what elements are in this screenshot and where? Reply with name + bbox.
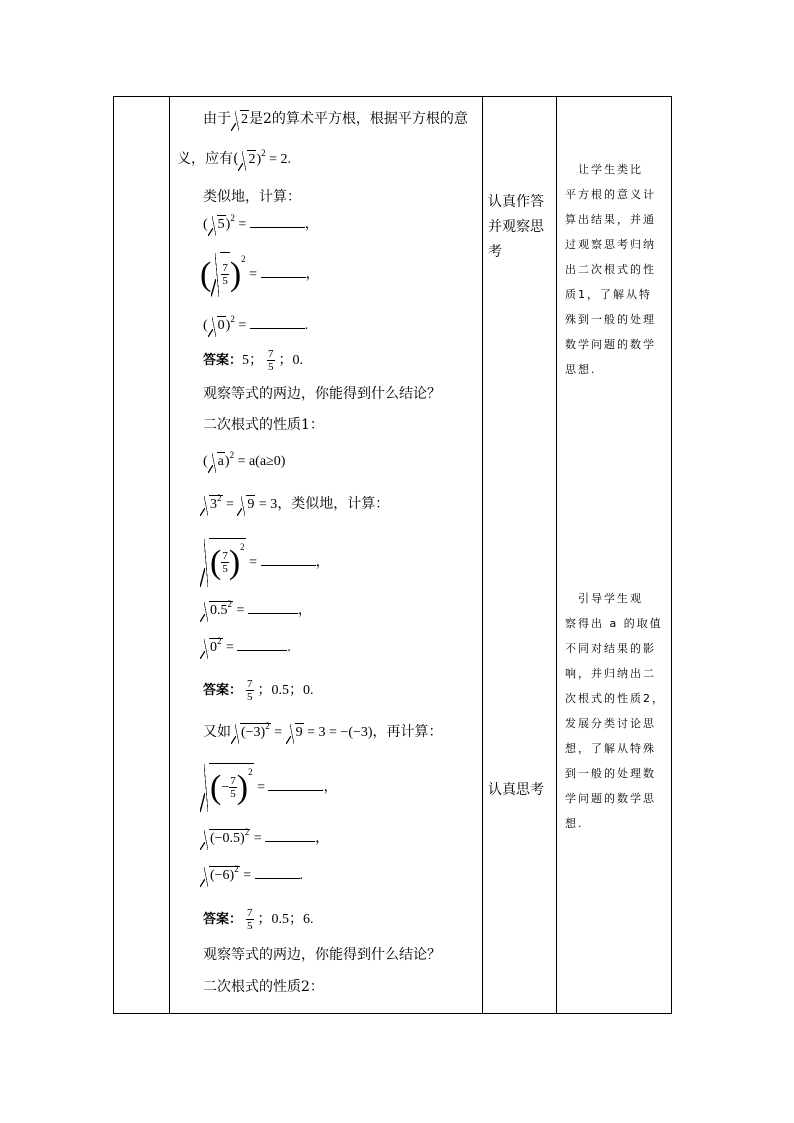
- answer-blank[interactable]: [261, 553, 316, 566]
- text-line: 由于 2是2的算术平方根，根据平方根的意: [203, 111, 468, 127]
- column-divider: [556, 97, 557, 1013]
- text-line: 观察等式的两边，你能得到什么结论？: [203, 386, 441, 402]
- exercise-6: $0^2$ = .: [210, 636, 291, 655]
- text-line: 类似地，计算：: [203, 189, 301, 205]
- answer-blank[interactable]: [261, 265, 306, 278]
- exercise-3: ( 0)$^2$ = .: [203, 314, 309, 333]
- property-1: ( a)$^2$ = a(a≥0): [203, 450, 286, 469]
- text-line: 又如 $(-3)^2 = 9 = 3 = -(-3)$，再计算：: [203, 721, 443, 740]
- answer-blank[interactable]: [255, 866, 300, 879]
- exercise-7: (− $\frac{7}{5}$ )$^2$ = ，: [200, 763, 337, 811]
- exercise-4: ( $\frac{7}{5}$ )$^2$ = ，: [200, 538, 330, 586]
- student-activity-1: 认真作答 并观察思 考: [488, 194, 544, 260]
- text-line: 二次根式的性质2：: [203, 979, 324, 995]
- column-divider: [169, 97, 170, 1013]
- exercise-1: ( 5)$^2$ = ，: [203, 213, 319, 232]
- exercise-9: $(-6)^2$ = .: [210, 864, 304, 883]
- exercise-2: ( $\frac{7}{5}$ )$^2$ = ，: [200, 252, 320, 296]
- column-divider: [482, 97, 483, 1013]
- exercise-5: $0.5^2$ = ，: [210, 599, 312, 618]
- answer-blank[interactable]: [250, 316, 305, 329]
- answer-blank[interactable]: [250, 215, 305, 228]
- answer-line-1: 答案：5； $\frac{7}{5}$ ；0.: [203, 347, 304, 373]
- exercise-8: $(-0.5)^2$ = ，: [210, 827, 330, 846]
- text-line: 二次根式的性质1：: [203, 417, 324, 433]
- answer-line-3: 答案： $\frac{7}{5}$ ；0.5；6.: [203, 906, 314, 932]
- answer-blank[interactable]: [268, 778, 323, 791]
- answer-line-2: 答案： $\frac{7}{5}$ ；0.5；0.: [203, 677, 314, 703]
- design-note-1: 让学生类比 平方根的意义计 算出结果，并通 过观察思考归纳 出二次根式的性 质1，了解从特 殊到一般的处理 数学问题的数学 思想.: [565, 163, 656, 376]
- student-activity-2: 认真思考: [488, 782, 544, 798]
- text-line: 观察等式的两边，你能得到什么结论？: [203, 947, 441, 963]
- answer-blank[interactable]: [237, 638, 287, 651]
- design-note-2: 引导学生观 察得出 a 的取值 不同对结果的影 响，并归纳出二 次根式的性质2， 发展分类讨论思 想，了解从特殊 到一般的处理数 学问题的数学思 想.: [565, 592, 665, 830]
- answer-blank[interactable]: [248, 601, 298, 614]
- text-line: 义，应有( 2)$^2$ = 2.: [177, 148, 292, 167]
- answer-blank[interactable]: [265, 829, 315, 842]
- text-line: $3^2 = 9 = 3$，类似地，计算：: [210, 493, 390, 512]
